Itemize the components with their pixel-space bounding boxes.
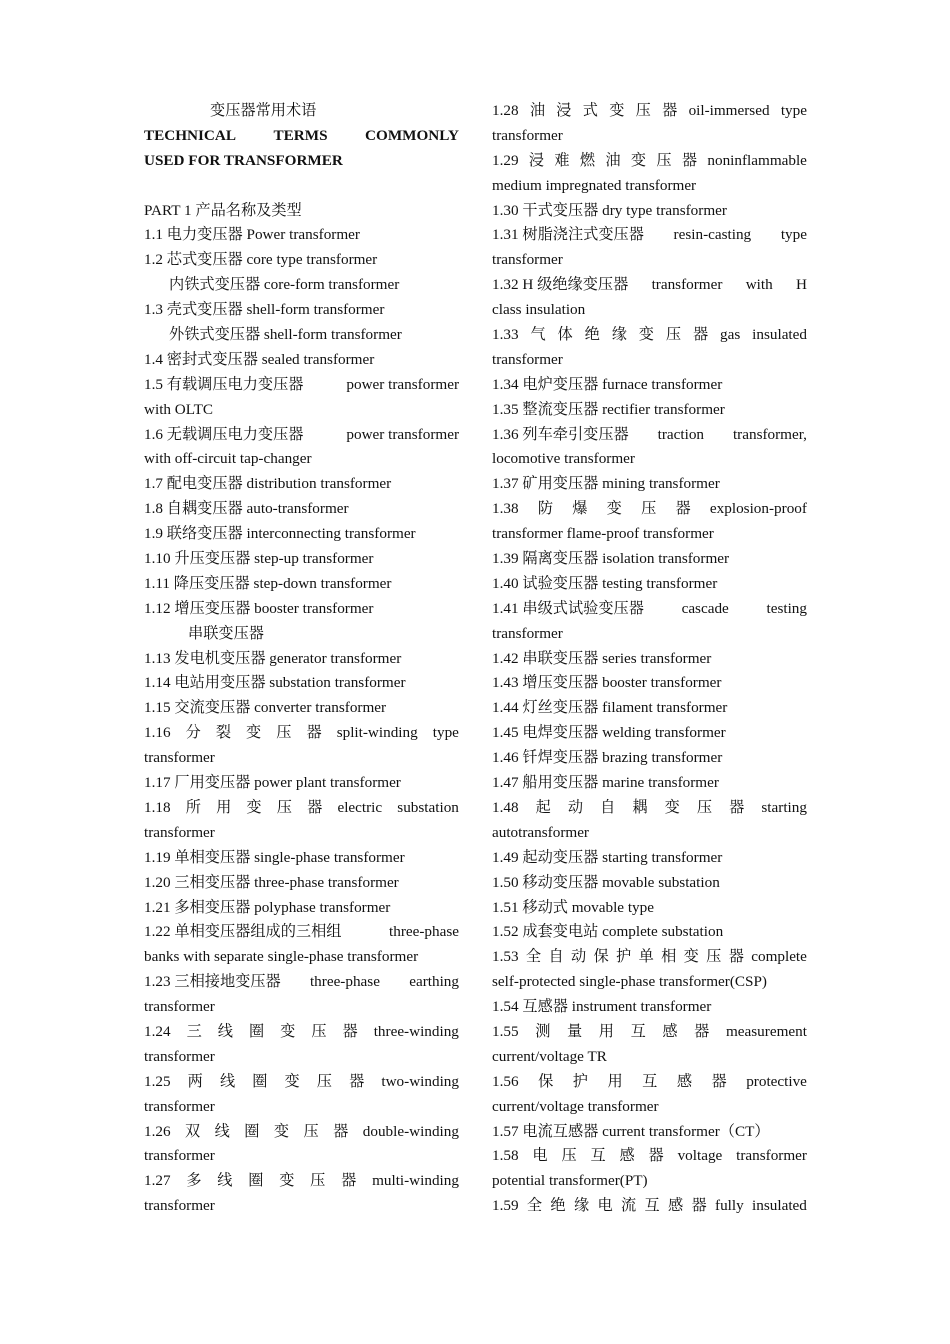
text-segment: 变 <box>284 1072 300 1090</box>
term-line: 1.43 增压变压器 booster transformer <box>492 674 722 692</box>
text-segment: 1.56 <box>492 1072 519 1090</box>
term-line: transformer <box>144 998 215 1016</box>
text-segment: 压 <box>303 1122 319 1140</box>
term-line: transformer <box>492 251 563 269</box>
text-segment: 用 <box>598 1022 614 1040</box>
text-segment: 难 <box>554 151 570 169</box>
title-en-line1 <box>144 124 459 149</box>
text-segment: 线 <box>217 1172 233 1190</box>
text-segment: 压 <box>316 1072 332 1090</box>
text-segment: 圈 <box>244 1122 260 1140</box>
term-line <box>144 1169 459 1194</box>
term-line: 1.11 降压变压器 step-down transformer <box>144 574 392 592</box>
term-line: 外铁式变压器 shell-form transformer <box>169 326 402 344</box>
text-segment: 压 <box>310 1172 326 1190</box>
text-segment: 1.58 <box>492 1147 519 1165</box>
text-segment: 1.59 <box>492 1197 519 1215</box>
text-segment: 器 <box>729 798 745 816</box>
text-segment: 感 <box>662 1022 678 1040</box>
text-segment: 式 <box>582 102 598 119</box>
text-segment: 动 <box>567 798 584 816</box>
text-segment: 浸 <box>556 102 572 119</box>
text-segment: 器 <box>662 102 678 119</box>
text-segment: 相 <box>661 948 677 966</box>
term-line: 1.54 互感器 instrument transformer <box>492 998 712 1016</box>
term-line: 1.50 移动变压器 movable substation <box>492 873 720 891</box>
text-segment: 压 <box>311 1022 327 1040</box>
right-column <box>492 99 807 1219</box>
text-segment: 线 <box>214 1122 230 1140</box>
left-column <box>144 99 459 1219</box>
text-segment: noninflammable <box>707 151 807 169</box>
text-segment: 1.48 <box>492 798 519 816</box>
text-segment: 器 <box>728 948 744 966</box>
text-segment: 变 <box>246 724 262 742</box>
term-line <box>144 796 459 821</box>
term-line: 1.51 移动式 movable type <box>492 898 654 916</box>
text-segment: 1.32 H 级绝缘变压器 <box>492 276 629 294</box>
text-segment: 变 <box>638 326 654 344</box>
text-segment: measurement <box>725 1022 807 1040</box>
text-segment: three-phase <box>389 923 459 941</box>
blank-line <box>144 174 459 199</box>
text-segment: 感 <box>619 1147 635 1165</box>
text-segment: 器 <box>333 1122 349 1140</box>
term-line <box>492 223 807 248</box>
text-segment: 线 <box>219 1072 236 1090</box>
text-segment: 1.31 树脂浇注式变压器 <box>492 226 644 244</box>
text-segment: 单 <box>638 948 654 966</box>
term-line: self-protected single-phase transformer(CSP) <box>492 973 767 991</box>
term-line: current/voltage transformer <box>492 1097 659 1115</box>
term-line: 1.14 电站用变压器 substation transformer <box>144 674 406 692</box>
text-segment: 压 <box>276 798 292 816</box>
text-segment: 护 <box>572 1072 588 1090</box>
text-segment: voltage <box>677 1147 723 1165</box>
text-segment: double-winding <box>362 1122 459 1140</box>
text-segment: 保 <box>593 948 609 966</box>
text-segment: 互 <box>644 1197 660 1215</box>
term-line: 1.17 厂用变压器 power plant transformer <box>144 774 401 792</box>
text-segment: 互 <box>630 1022 646 1040</box>
term-line: 1.39 隔离变压器 isolation transformer <box>492 550 730 568</box>
text-segment: type <box>780 102 807 119</box>
text-segment: 用 <box>607 1072 623 1090</box>
text-segment: 所 <box>185 798 201 816</box>
term-line <box>492 497 807 522</box>
text-segment: electric <box>337 798 383 816</box>
text-segment: 变 <box>664 798 680 816</box>
text-segment: 器 <box>675 500 691 518</box>
text-segment: three-phase <box>309 973 380 991</box>
text-segment: 缘 <box>573 1197 590 1215</box>
text-segment: resin-casting <box>673 226 752 244</box>
term-line <box>144 1020 459 1045</box>
part-heading: PART 1 产品名称及类型 <box>144 201 302 219</box>
text-segment: insulated <box>752 326 807 344</box>
text-segment: 流 <box>620 1197 637 1215</box>
text-segment: 双 <box>185 1122 201 1140</box>
text-segment: 1.16 <box>144 724 171 742</box>
text-segment: 感 <box>668 1197 684 1215</box>
term-line <box>492 945 807 970</box>
text-segment: 器 <box>306 724 322 742</box>
text-segment: explosion-proof <box>709 500 807 518</box>
text-segment: 1.36 列车牵引变压器 <box>492 425 629 443</box>
term-line: locomotive transformer <box>492 450 635 468</box>
text-segment: gas <box>720 326 741 344</box>
text-segment: 1.55 <box>492 1022 519 1040</box>
term-line: 1.9 联络变压器 interconnecting transformer <box>144 525 416 543</box>
term-line <box>144 373 459 398</box>
term-line: with OLTC <box>144 400 214 418</box>
text-segment: 器 <box>694 1022 710 1040</box>
text-segment: 1.27 <box>144 1172 171 1190</box>
term-line: 1.15 交流变压器 converter transformer <box>144 699 387 717</box>
text-segment: 缘 <box>611 326 627 344</box>
term-line: 内铁式变压器 core-form transformer <box>169 276 400 294</box>
text-segment: earthing <box>409 973 459 991</box>
text-segment: 圈 <box>248 1172 264 1190</box>
text-segment: 变 <box>630 151 647 169</box>
text-segment: protective <box>746 1072 807 1090</box>
text-segment: 防 <box>537 500 553 518</box>
text-segment: 耦 <box>632 798 648 816</box>
text-segment: 1.29 <box>492 151 519 169</box>
title-cn: 变压器常用术语 <box>210 102 317 119</box>
text-segment: 气 <box>530 326 546 344</box>
term-line: 1.13 发电机变压器 generator transformer <box>144 649 402 667</box>
text-segment: 变 <box>246 798 262 816</box>
text-segment: 分 <box>185 724 201 742</box>
term-line <box>492 1194 807 1219</box>
term-line <box>144 721 459 746</box>
text-segment: 压 <box>665 326 682 344</box>
text-segment: complete <box>751 948 807 966</box>
term-line: 1.57 电流互感器 current transformer（CT） <box>492 1122 770 1140</box>
term-line: 1.8 自耦变压器 auto-transformer <box>144 500 349 518</box>
term-line <box>144 920 459 945</box>
text-segment: 变 <box>279 1172 295 1190</box>
term-line: transformer <box>144 1197 215 1215</box>
term-line: 1.19 单相变压器 single-phase transformer <box>144 848 405 866</box>
term-line: potential transformer(PT) <box>492 1172 648 1190</box>
term-line <box>492 323 807 348</box>
text-segment: 器 <box>711 1072 727 1090</box>
text-segment: 变 <box>609 102 625 119</box>
term-line: 1.44 灯丝变压器 filament transformer <box>492 699 728 717</box>
term-line: transformer flame-proof transformer <box>492 525 714 543</box>
term-line: 1.42 串联变压器 series transformer <box>492 649 712 667</box>
term-line: 1.35 整流变压器 rectifier transformer <box>492 400 725 418</box>
text-segment: H <box>796 276 807 294</box>
term-line <box>492 597 807 622</box>
term-line: 1.49 起动变压器 starting transformer <box>492 848 723 866</box>
text-segment: 1.18 <box>144 798 171 816</box>
text-segment: 互 <box>642 1072 658 1090</box>
term-line: current/voltage TR <box>492 1047 607 1065</box>
text-segment: 压 <box>706 948 722 966</box>
term-line: with off-circuit tap-changer <box>144 450 312 468</box>
text-segment: transformer <box>736 1147 807 1165</box>
text-segment: 器 <box>349 1072 365 1090</box>
text-segment: three-winding <box>373 1022 459 1040</box>
term-line: banks with separate single-phase transformer <box>144 948 419 966</box>
term-line <box>144 970 459 995</box>
text-segment: 压 <box>696 798 713 816</box>
text-segment: 压 <box>656 151 672 169</box>
text-segment: 1.24 <box>144 1022 171 1040</box>
term-line: 1.46 钎焊变压器 brazing transformer <box>492 749 723 767</box>
text-segment: 护 <box>616 948 632 966</box>
text-segment: 互 <box>590 1147 606 1165</box>
text-segment: 器 <box>307 798 323 816</box>
text-segment: oil-immersed <box>688 102 770 119</box>
term-line <box>144 1120 459 1145</box>
term-line: 1.40 试验变压器 testing transformer <box>492 574 718 592</box>
term-line: 1.12 增压变压器 booster transformer <box>144 599 374 617</box>
text-segment: 全 <box>525 948 542 966</box>
text-segment: cascade <box>681 599 729 617</box>
term-line: medium impregnated transformer <box>492 176 697 194</box>
text-segment: 1.26 <box>144 1122 171 1140</box>
text-segment: fully <box>715 1197 744 1215</box>
term-line <box>144 1070 459 1095</box>
text-segment: 1.5 有载调压电力变压器 <box>144 375 304 393</box>
text-segment: multi-winding <box>372 1172 459 1190</box>
term-line: transformer <box>492 126 563 144</box>
text-segment: 油 <box>605 151 621 169</box>
text-segment: 器 <box>648 1147 664 1165</box>
text-segment: substation <box>397 798 459 816</box>
text-segment: 量 <box>566 1022 583 1040</box>
text-segment: 保 <box>538 1072 554 1090</box>
text-segment: 圈 <box>248 1022 265 1040</box>
text-segment: 起 <box>535 798 551 816</box>
text-segment: power transformer <box>346 375 459 393</box>
term-line: 串联变压器 <box>188 624 264 642</box>
text-segment: 体 <box>557 326 573 344</box>
text-segment: 器 <box>342 1022 358 1040</box>
text-segment: 绝 <box>584 326 600 344</box>
term-line: transformer <box>144 1097 215 1115</box>
text-segment: 器 <box>681 151 698 169</box>
title-en-line2: USED FOR TRANSFORMER <box>144 151 343 169</box>
text-segment: 1.38 <box>492 500 519 518</box>
text-segment: 全 <box>526 1197 543 1215</box>
text-segment: 变 <box>280 1022 296 1040</box>
term-line: transformer <box>144 823 215 841</box>
text-segment: type <box>432 724 459 742</box>
text-segment: transformer, <box>732 425 807 443</box>
text-segment: 测 <box>535 1022 551 1040</box>
term-line: transformer <box>144 1047 215 1065</box>
term-line: 1.34 电炉变压器 furnace transformer <box>492 375 723 393</box>
text-segment: TECHNICAL <box>144 126 236 144</box>
term-line: 1.2 芯式变压器 core type transformer <box>144 251 378 269</box>
text-segment: transformer <box>651 276 723 294</box>
text-segment: 1.23 三相接地变压器 <box>144 973 281 991</box>
text-segment: 裂 <box>215 724 232 742</box>
text-segment: starting <box>761 798 807 816</box>
term-line: transformer <box>492 624 563 642</box>
text-segment: 浸 <box>528 151 545 169</box>
text-segment: 器 <box>341 1172 357 1190</box>
text-segment: two-winding <box>381 1072 459 1090</box>
term-line: transformer <box>144 1147 215 1165</box>
text-segment: 器 <box>691 1197 707 1215</box>
text-segment: 爆 <box>572 500 588 518</box>
text-segment: 电 <box>532 1147 548 1165</box>
text-segment: 1.41 串级式试验变压器 <box>492 599 644 617</box>
term-line: autotransformer <box>492 823 589 841</box>
text-segment: 圈 <box>252 1072 268 1090</box>
term-line <box>492 796 807 821</box>
term-line: transformer <box>492 350 563 368</box>
term-line <box>144 423 459 448</box>
term-line: 1.4 密封式变压器 sealed transformer <box>144 350 375 368</box>
term-line: 1.52 成套变电站 complete substation <box>492 923 724 941</box>
text-segment: insulated <box>752 1197 807 1215</box>
text-segment: COMMONLY <box>365 126 459 144</box>
text-segment: 压 <box>641 500 657 518</box>
term-line <box>492 99 807 124</box>
term-line: transformer <box>144 749 215 767</box>
text-segment: 变 <box>683 948 699 966</box>
text-segment: 绝 <box>550 1197 566 1215</box>
term-line: 1.3 壳式变压器 shell-form transformer <box>144 301 385 319</box>
text-segment: 压 <box>635 102 651 119</box>
term-line: 1.7 配电变压器 distribution transformer <box>144 475 392 493</box>
text-segment: 1.22 单相变压器组成的三相组 <box>144 923 342 941</box>
text-segment: 1.28 <box>492 102 519 119</box>
text-segment: 变 <box>273 1122 290 1140</box>
term-line <box>492 1070 807 1095</box>
term-line: 1.30 干式变压器 dry type transformer <box>492 201 727 219</box>
term-line <box>492 1144 807 1169</box>
text-segment: with <box>745 276 773 294</box>
text-segment: TERMS <box>273 126 328 144</box>
term-line <box>492 1020 807 1045</box>
text-segment: 压 <box>276 724 292 742</box>
text-segment: 燃 <box>579 151 596 169</box>
term-line: 1.47 船用变压器 marine transformer <box>492 774 719 792</box>
text-segment: 自 <box>600 798 616 816</box>
term-line: 1.45 电焊变压器 welding transformer <box>492 724 726 742</box>
text-segment: split-winding <box>336 724 418 742</box>
term-line <box>492 149 807 174</box>
text-segment: 1.33 <box>492 326 519 344</box>
text-segment: power transformer <box>346 425 459 443</box>
term-line <box>492 423 807 448</box>
text-segment: 三 <box>186 1022 202 1040</box>
term-line: 1.10 升压变压器 step-up transformer <box>144 550 374 568</box>
text-segment: 变 <box>606 500 622 518</box>
text-segment: 感 <box>676 1072 693 1090</box>
text-segment: 两 <box>187 1072 203 1090</box>
text-segment: 1.6 无载调压电力变压器 <box>144 425 304 443</box>
text-segment: testing <box>766 599 807 617</box>
text-segment: traction <box>657 425 705 443</box>
text-segment: 动 <box>570 948 587 966</box>
text-segment: 电 <box>597 1197 613 1215</box>
text-segment: 多 <box>186 1172 202 1190</box>
text-segment: 线 <box>217 1022 233 1040</box>
term-line: 1.21 多相变压器 polyphase transformer <box>144 898 391 916</box>
text-segment: 器 <box>692 326 709 344</box>
text-segment: 1.25 <box>144 1072 171 1090</box>
term-line: 1.20 三相变压器 three-phase transformer <box>144 873 399 891</box>
text-segment: 油 <box>529 102 546 119</box>
text-segment: 用 <box>216 798 232 816</box>
term-line <box>492 273 807 298</box>
term-line: 1.37 矿用变压器 mining transformer <box>492 475 720 493</box>
text-segment: 1.53 <box>492 948 519 966</box>
text-segment: 压 <box>561 1147 577 1165</box>
term-line: 1.1 电力变压器 Power transformer <box>144 226 360 244</box>
text-segment: 自 <box>548 948 564 966</box>
text-segment: type <box>780 226 807 244</box>
term-line: class insulation <box>492 301 586 319</box>
